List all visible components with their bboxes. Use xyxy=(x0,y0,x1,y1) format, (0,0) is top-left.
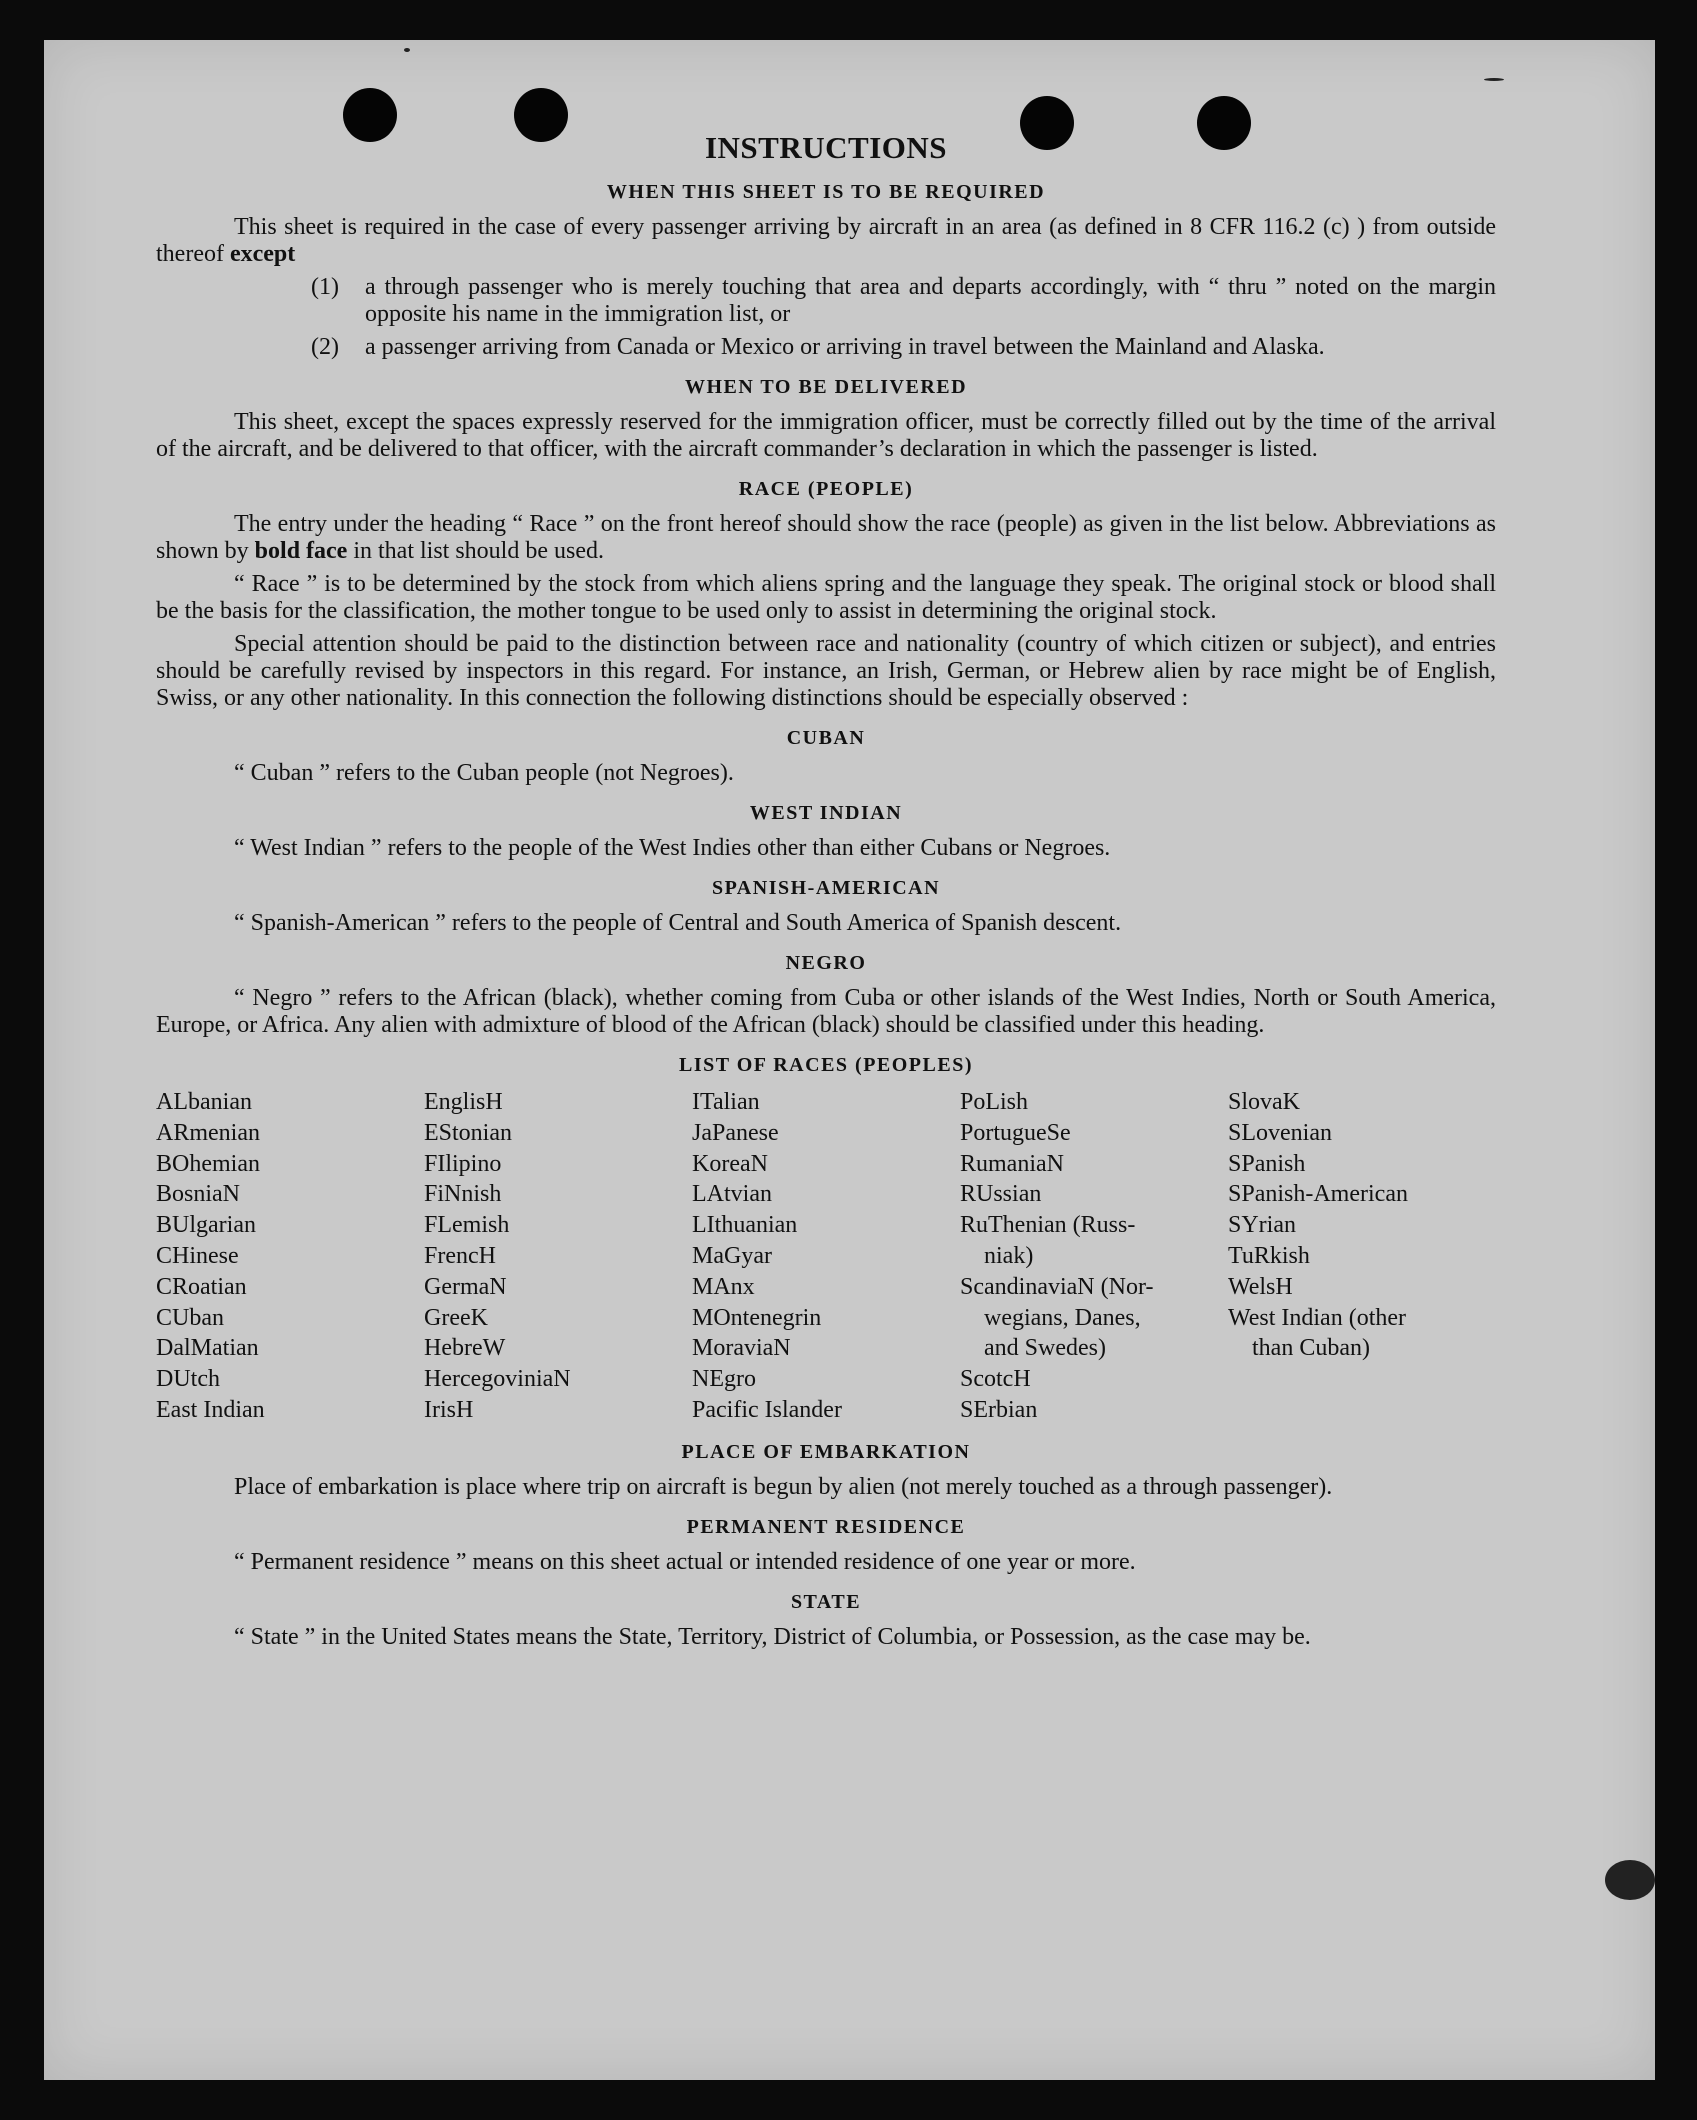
heading-state: STATE xyxy=(790,1590,862,1613)
race-entry: TuRkish xyxy=(1228,1242,1310,1269)
race-entry: GermaN xyxy=(424,1273,507,1300)
race-entry: Pacific Islander xyxy=(692,1396,842,1423)
race-entry: ALbanian xyxy=(156,1089,252,1115)
race-entry: CRoatian xyxy=(156,1273,247,1300)
heading-spanish-american: SPANISH-AMERICAN xyxy=(711,877,941,899)
paper-speck xyxy=(1605,1860,1655,1900)
race-entry-continued: and Swedes) xyxy=(984,1335,1106,1362)
race-entry: HebreW xyxy=(424,1335,506,1362)
paper-speck xyxy=(1484,78,1504,81)
race-entry: NEgro xyxy=(692,1366,756,1393)
race-entry: RumaniaN xyxy=(960,1150,1064,1177)
spanish-american-text: “ Spanish-American ” refers to the people of Central and South America of Spanish descent. xyxy=(234,910,1122,936)
heading-cuban: CUBAN xyxy=(786,727,866,749)
race-entry: BOhemian xyxy=(156,1150,260,1177)
heading-delivered: WHEN TO BE DELIVERED xyxy=(684,376,968,398)
race-entry-continued: wegians, Danes, xyxy=(984,1304,1141,1331)
paper-speck xyxy=(404,48,410,52)
race-entry: PoLish xyxy=(960,1089,1029,1115)
race-entry: DalMatian xyxy=(156,1335,259,1362)
race-entry: HercegoviniaN xyxy=(424,1366,571,1393)
exception-item: (2) a passenger arriving from Canada or Mexico or arriving in travel between the Mainland and Alaska. xyxy=(311,334,1325,360)
cuban-text: “ Cuban ” refers to the Cuban people (not Negroes). xyxy=(234,760,734,786)
exception-item: (1) a through passenger who is merely touching that area and departs accordingly, with “ thru ” noted on the margin opposite his name in the immigration list, or xyxy=(311,274,1496,327)
race-entry: EnglisH xyxy=(424,1089,503,1115)
heading-required: WHEN THIS SHEET IS TO BE REQUIRED xyxy=(606,181,1046,203)
race-entry: ITalian xyxy=(692,1089,760,1115)
race-entry: DUtch xyxy=(156,1366,220,1393)
race-entry: LIthuanian xyxy=(692,1212,798,1239)
race-entry: SlovaK xyxy=(1228,1089,1300,1115)
race-entry-continued: than Cuban) xyxy=(1252,1335,1370,1362)
race-entry: KoreaN xyxy=(692,1150,768,1177)
heading-west-indian: WEST INDIAN xyxy=(749,802,903,824)
race-paragraph-3: Special attention should be paid to the distinction between race and nationality (country of which citizen or subject), and entries should be carefully revised by inspectors in this regard. For instance, an Irish, German, or Hebrew alien by race might be of English, Swiss, or any other nationality. In this connection the following distinctions should be especially observed : xyxy=(156,631,1496,711)
race-entry: West Indian (other xyxy=(1228,1304,1407,1331)
west-indian-text: “ West Indian ” refers to the people of the West Indies other than either Cubans or Negroes. xyxy=(234,835,1111,861)
race-entry: FrencH xyxy=(424,1242,496,1269)
race-entry: SErbian xyxy=(960,1396,1038,1423)
race-entry: RuThenian (Russ- xyxy=(960,1212,1136,1239)
race-entry: East Indian xyxy=(156,1396,265,1423)
race-entry: CHinese xyxy=(156,1242,239,1269)
race-entry: JaPanese xyxy=(692,1119,779,1146)
heading-permanent-residence: PERMANENT RESIDENCE xyxy=(686,1515,966,1538)
race-entry: MaGyar xyxy=(692,1242,772,1269)
state-text: “ State ” in the United States means the State, Territory, District of Columbia, or Possession, as the case may be. xyxy=(234,1623,1311,1650)
embarkation-text: Place of embarkation is place where trip on aircraft is begun by alien (not merely touched as a through passenger). xyxy=(234,1473,1333,1500)
race-entry: WelsH xyxy=(1228,1273,1293,1300)
race-entry: BUlgarian xyxy=(156,1212,256,1239)
race-entry: SPanish-American xyxy=(1228,1181,1408,1208)
race-entry: LAtvian xyxy=(692,1181,772,1208)
race-entry: SYrian xyxy=(1228,1212,1296,1239)
race-entry: ScotcH xyxy=(960,1366,1031,1393)
race-entry: ARmenian xyxy=(156,1119,260,1146)
delivered-text: This sheet, except the spaces expressly reserved for the immigration officer, must be correctly filled out by the time of the arrival of the aircraft, and be delivered to that officer, with the aircraft commander’s declaration in which the passenger is listed. xyxy=(156,409,1496,462)
heading-negro: NEGRO xyxy=(785,952,867,974)
race-entry: RUssian xyxy=(960,1181,1042,1208)
heading-race: RACE (PEOPLE) xyxy=(738,478,914,500)
race-paragraph-2: “ Race ” is to be determined by the stock from which aliens spring and the language they speak. The original stock or blood shall be the basis for the classification, the mother tongue to be used only to assist in determining the original stock. xyxy=(156,571,1496,624)
race-entry: FIlipino xyxy=(424,1150,502,1177)
races-column xyxy=(1228,1087,1496,1426)
race-entry: PortugueSe xyxy=(960,1119,1071,1146)
race-entry: SLovenian xyxy=(1228,1119,1332,1146)
races-column xyxy=(156,1087,424,1426)
race-entry-continued: niak) xyxy=(984,1242,1034,1269)
races-column xyxy=(424,1087,692,1426)
race-entry: MoraviaN xyxy=(692,1335,791,1362)
race-paragraph-1: The entry under the heading “ Race ” on the front hereof should show the race (people) as given in the list below. Abbreviations as shown by bold face in that list should be used. xyxy=(156,511,1496,564)
heading-embarkation: PLACE OF EMBARKATION xyxy=(681,1440,971,1463)
race-entry: CUban xyxy=(156,1304,224,1331)
required-intro: This sheet is required in the case of every passenger arriving by aircraft in an area (as defined in 8 CFR 116.2 (c) ) from outside thereof except xyxy=(156,214,1496,267)
race-entry: EStonian xyxy=(424,1119,512,1146)
races-column xyxy=(960,1087,1228,1426)
residence-text: “ Permanent residence ” means on this sheet actual or intended residence of one year or more. xyxy=(234,1548,1136,1575)
race-entry: GreeK xyxy=(424,1304,488,1331)
races-list xyxy=(156,1087,1496,1426)
heading-list-of-races: LIST OF RACES (PEOPLES) xyxy=(678,1054,973,1076)
race-entry: FiNnish xyxy=(424,1181,502,1208)
race-entry: FLemish xyxy=(424,1212,510,1239)
race-entry: IrisH xyxy=(424,1396,474,1423)
races-column xyxy=(692,1087,960,1426)
instructions-text xyxy=(156,130,1496,1651)
race-entry: ScandinaviaN (Nor- xyxy=(960,1273,1154,1300)
race-entry: MOntenegrin xyxy=(692,1304,822,1331)
race-entry: MAnx xyxy=(692,1273,755,1300)
race-entry: SPanish xyxy=(1228,1150,1306,1177)
race-entry: BosniaN xyxy=(156,1181,240,1208)
page-title: INSTRUCTIONS xyxy=(704,130,947,165)
negro-text: “ Negro ” refers to the African (black), whether coming from Cuba or other islands of the West Indies, North or South America, Europe, or Africa. Any alien with admixture of blood of the African (black) should be classified under this heading. xyxy=(156,985,1496,1038)
